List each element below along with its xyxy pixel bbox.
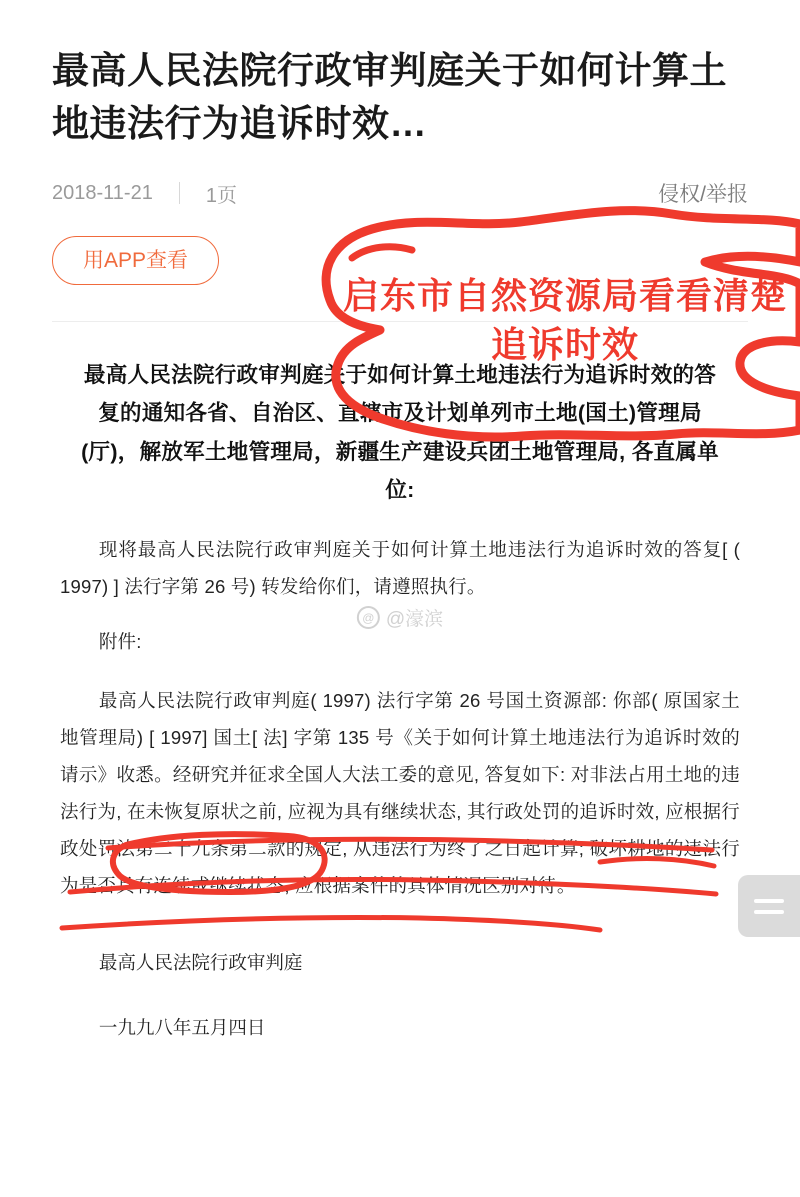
menu-line-icon: [754, 899, 784, 903]
document-paragraph: 最高人民法院行政审判庭( 1997) 法行字第 26 号国土资源部: 你部( 原国家土地管理局) [ 1997] 国土[ 法] 字第 135 号《关于如何计算土地违法行为追诉时效的请示》收悉。经研究并征求全国人大法工委的意见, 答复如下: 对非法占用土地的违法行为, 在未恢复原状之前, 应视为具有继续状态, 其行政处罚的追诉时效, 应根据行政处罚法第二十九条第二款的规定, 从违法行为终了之日起计算; 破坏耕地的违法行为是否具有连续或继续状态, 应根据案件的具体情况区别对待。: [60, 690, 740, 897]
open-in-app-button[interactable]: 用APP查看: [52, 236, 219, 285]
document-heading: 最高人民法院行政审判庭关于如何计算土地违法行为追诉时效的答复的通知各省、自治区、直辖市及计划单列市土地(国土)管理局(厅)，解放军土地管理局，新疆生产建设兵团土地管理局, 各直属单位:: [81, 363, 719, 502]
report-link[interactable]: 侵权/举报: [658, 183, 748, 207]
meta-divider: [179, 182, 180, 204]
document-paragraph: 附件:: [98, 631, 142, 653]
watermark-text: @濠滨: [385, 609, 444, 630]
publish-date: 2018-11-21: [52, 181, 153, 204]
watermark-at-icon: @: [357, 606, 380, 629]
document-date: 一九九八年五月四日: [98, 1017, 266, 1039]
document-body: [0, 322, 800, 1046]
document-signature: 最高人民法院行政审判庭: [98, 952, 303, 974]
page-count: 1页: [205, 184, 237, 207]
menu-line-icon: [754, 910, 784, 914]
floating-menu-button[interactable]: [738, 875, 800, 937]
meta-row: [52, 178, 748, 208]
annotation-text: 启东市自然资源局看看清楚追诉时效: [342, 275, 787, 365]
document-paragraph: 现将最高人民法院行政审判庭关于如何计算土地违法行为追诉时效的答复[ ( 1997) ] 法行字第 26 号) 转发给你们，请遵照执行。: [60, 539, 740, 598]
page-title: 最高人民法院行政审判庭关于如何计算土地违法行为追诉时效…: [52, 50, 727, 144]
